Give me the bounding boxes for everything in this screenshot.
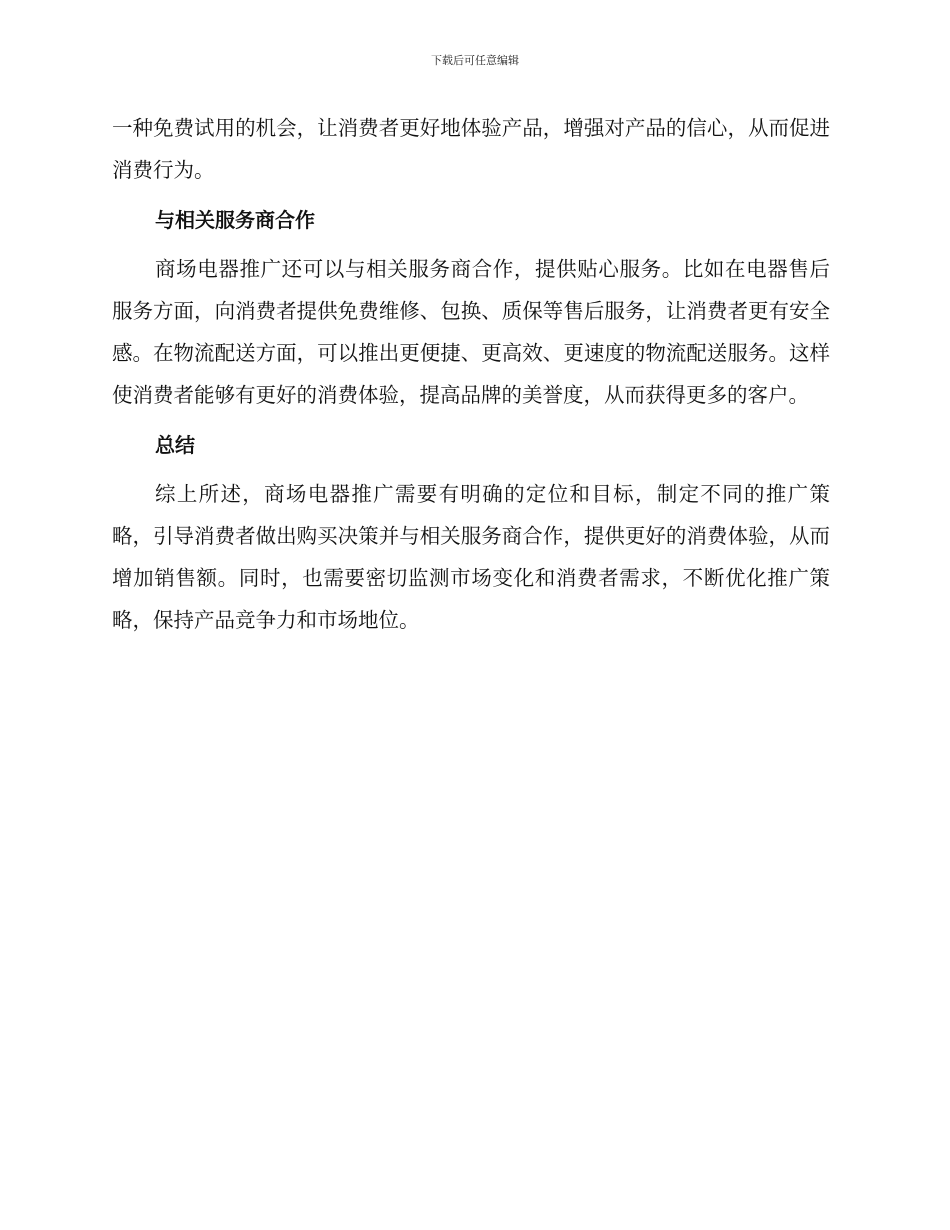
cooperation-paragraph: 商场电器推广还可以与相关服务商合作，提供贴心服务。比如在电器售后服务方面，向消费者提供免费维修、包换、质保等售后服务，让消费者更有安全感。在物流配送方面，可以推出更便捷、更高效、更速度的物流配送服务。这样使消费者能够有更好的消费体验，提高品牌的美誉度，从而获得更多的客户。 xyxy=(112,257,830,407)
cooperation-heading: 与相关服务商合作 xyxy=(155,208,315,232)
intro-paragraph: 一种免费试用的机会，让消费者更好地体验产品，增强对产品的信心，从而促进消费行为。 xyxy=(112,116,830,182)
summary-heading: 总结 xyxy=(155,433,195,457)
page-header: 下载后可任意编辑 xyxy=(431,54,519,67)
document-body xyxy=(112,107,830,641)
summary-paragraph: 综上所述，商场电器推广需要有明确的定位和目标，制定不同的推广策略，引导消费者做出购买决策并与相关服务商合作，提供更好的消费体验，从而增加销售额。同时，也需要密切监测市场变化和消费者需求，不断优化推广策略，保持产品竞争力和市场地位。 xyxy=(112,482,830,632)
